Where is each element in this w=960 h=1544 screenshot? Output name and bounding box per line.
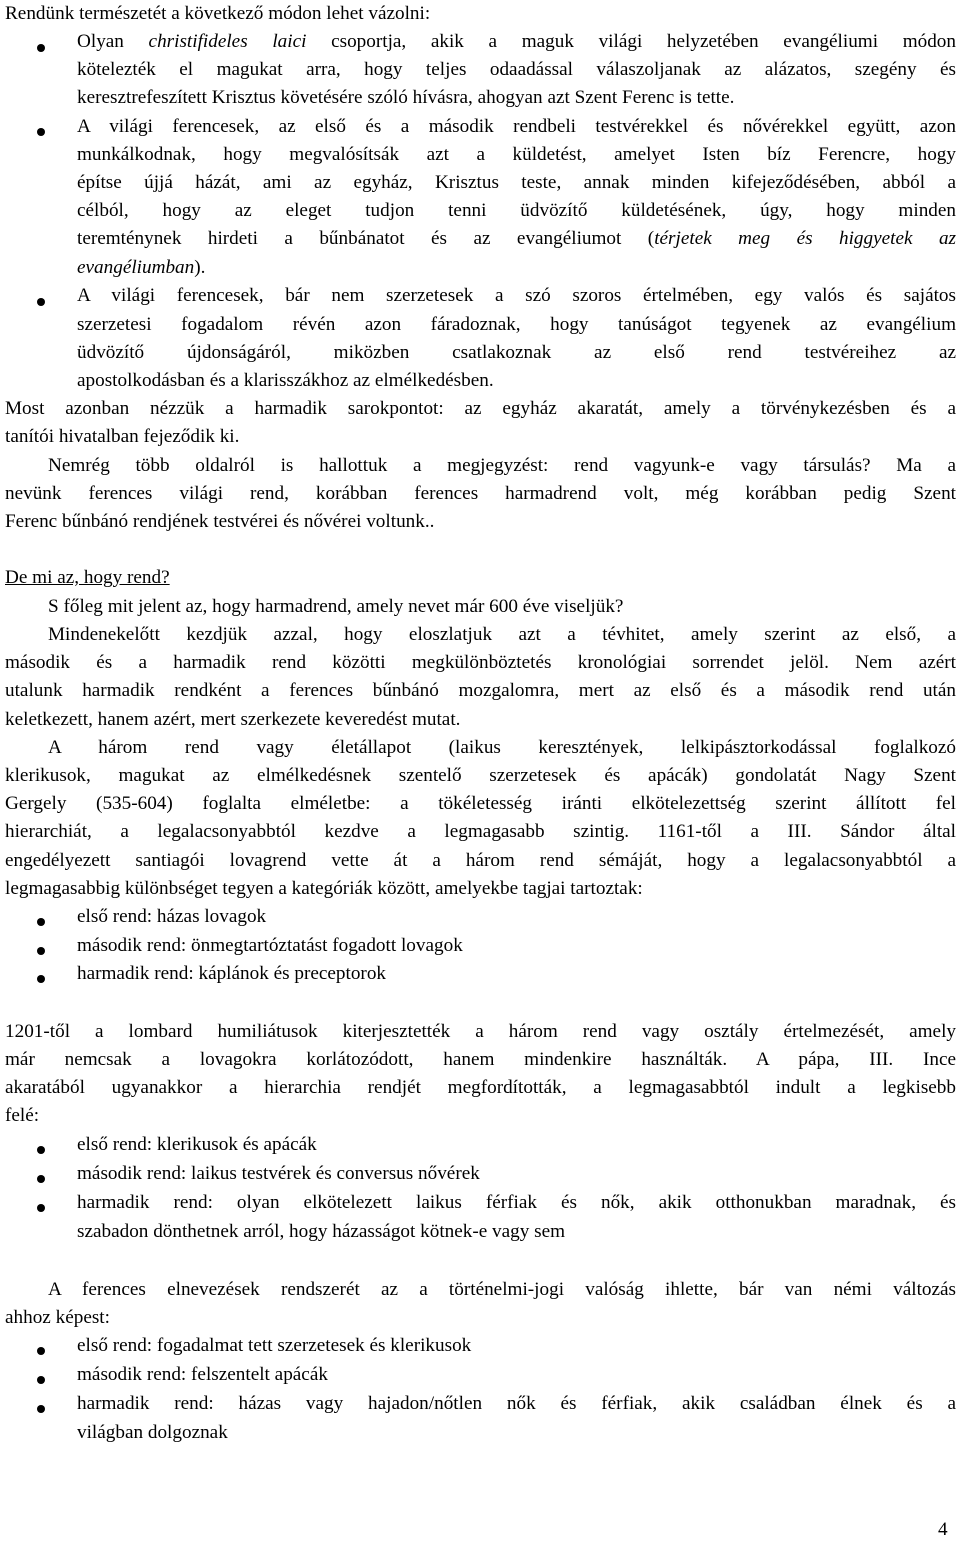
text-line: nevünk ferences világi rend, korábban ferences harmadrend volt, még korábban pedig Szent bbox=[5, 483, 956, 504]
text-line bbox=[77, 254, 956, 282]
text-line: A három rend vagy életállapot (laikus keresztények, lelkipásztorkodással foglalkozó bbox=[48, 737, 956, 758]
text-line: A világi ferencesek, az első és a második rendbeli testvérekkel és nővérekkel együtt, azon bbox=[77, 116, 956, 137]
page-number: 4 bbox=[938, 1519, 948, 1540]
list-item: első rend: fogadalmat tett szerzetesek és klerikusok bbox=[77, 1335, 472, 1356]
text-line: már nemcsak a lovagokra korlátozódott, hanem mindenkire használták. A pápa, III. Ince bbox=[5, 1049, 956, 1070]
text-line: Ferenc bűnbánó rendjének testvérei és nővérei voltunk.. bbox=[5, 511, 435, 532]
text-line bbox=[77, 28, 956, 56]
list-item: első rend: házas lovagok bbox=[77, 906, 267, 927]
text-line: apostolkodásban és a klarisszákhoz az elmélkedésben. bbox=[77, 370, 494, 391]
list-item: második rend: felszentelt apácák bbox=[77, 1364, 328, 1385]
text-line: A világi ferencesek, bár nem szerzetesek a szó szoros értelmében, egy valós és sajátos bbox=[77, 285, 956, 306]
text-line: keletkezett, hanem azért, mert szerkezete keveredést mutat. bbox=[5, 709, 461, 730]
text-line: üdvözítő újdonságáról, miközben csatlakoznak az első rend testvéreihez az bbox=[77, 342, 956, 363]
bullet-icon bbox=[37, 1204, 45, 1212]
text-line: 1201-től a lombard humiliátusok kiterjesztették a három rend vagy osztály értelmezését, amely bbox=[5, 1021, 956, 1042]
list-item-continued: világban dolgoznak bbox=[77, 1422, 228, 1443]
italic-term: christifideles laici bbox=[148, 31, 307, 52]
text-line: Most azonban nézzük a harmadik sarokpontot: az egyház akaratát, amely a törvénykezésben és a bbox=[5, 398, 956, 419]
bullet-icon bbox=[37, 44, 45, 52]
bullet-icon bbox=[37, 975, 45, 983]
list-item: második rend: önmegtartóztatást fogadott lovagok bbox=[77, 935, 463, 956]
text-line: munkálkodnak, hogy megvalósítsák azt a küldetést, amelyet Isten bíz Ferencre, hogy bbox=[77, 144, 956, 165]
text-segment: Olyan bbox=[77, 31, 149, 52]
text-line: célból, hogy az eleget tudjon tenni üdvözítő küldetésének, úgy, hogy minden bbox=[77, 200, 956, 221]
bullet-icon bbox=[37, 947, 45, 955]
text-segment: csoportja, akik a maguk világi helyzetében evangéliumi módon bbox=[306, 31, 956, 52]
bullet-icon bbox=[37, 1376, 45, 1384]
text-line: S főleg mit jelent az, hogy harmadrend, amely nevet már 600 éve viseljük? bbox=[48, 596, 624, 617]
text-line: tanítói hivatalban fejeződik ki. bbox=[5, 426, 240, 447]
text-line: Gergely (535-604) foglalta elméletbe: a tökéletesség iránti elkötelezettség szerint állított fel bbox=[5, 793, 956, 814]
text-line: kötelezték el magukat arra, hogy teljes odaadással válaszoljanak az alázatos, szegény és bbox=[77, 59, 956, 80]
text-line: akaratából ugyanakkor a hierarchia rendjét megfordították, a legmagasabbtól indult a legkisebb bbox=[5, 1077, 956, 1098]
bullet-icon bbox=[37, 298, 45, 306]
list-item: harmadik rend: káplánok és preceptorok bbox=[77, 963, 387, 984]
text-line: legmagasabbig különbséget tegyen a kategóriák között, amelyekbe tagjai tartoztak: bbox=[5, 878, 643, 899]
italic-quote: evangéliumban bbox=[77, 257, 195, 278]
bullet-icon bbox=[37, 1146, 45, 1154]
question-heading bbox=[5, 564, 956, 592]
list-item: harmadik rend: házas vagy hajadon/nőtlen nők és férfiak, akik családban élnek és a bbox=[77, 1393, 956, 1414]
bullet-icon bbox=[37, 918, 45, 926]
list-item: második rend: laikus testvérek és conversus nővérek bbox=[77, 1163, 480, 1184]
list-item-continued: szabadon dönthetnek arról, hogy házasságot kötnek-e vagy sem bbox=[77, 1221, 566, 1242]
text-line: engedélyezett santiagói lovagrend vette át a három rend sémáját, hogy a legalacsonyabbtól a bbox=[5, 850, 956, 871]
bullet-icon bbox=[37, 1175, 45, 1183]
text-line: második és a harmadik rend közötti megkülönböztetés kronológiai sorrendet jelöl. Nem azért bbox=[5, 652, 956, 673]
list-item: harmadik rend: olyan elkötelezett laikus férfiak és nők, akik otthonukban maradnak, és bbox=[77, 1192, 956, 1213]
text-line bbox=[77, 225, 956, 253]
bullet-icon bbox=[37, 1347, 45, 1355]
bullet-icon bbox=[37, 128, 45, 136]
bullet-icon bbox=[37, 1405, 45, 1413]
text-line: utalunk harmadik rendként a ferences bűnbánó mozgalomra, mert az első és a második rend után bbox=[5, 680, 956, 701]
text-line: klerikusok, magukat az elmélkedésnek szentelő szerzetesek és apácák) gondolatát Nagy Szent bbox=[5, 765, 956, 786]
text-segment: ). bbox=[194, 257, 206, 278]
underlined-question: De mi az, hogy rend? bbox=[5, 567, 170, 588]
text-line: A ferences elnevezések rendszerét az a történelmi-jogi valóság ihlette, bár van némi változás bbox=[48, 1279, 956, 1300]
text-line: szerzetesi fogadalom révén azon fáradoznak, hogy tanúságot tegyenek az evangélium bbox=[77, 314, 956, 335]
text-line: felé: bbox=[5, 1105, 40, 1126]
text-segment: teremténynek hirdeti a bűnbánatot és az evangéliumot ( bbox=[77, 228, 655, 249]
text-line: építse újjá házát, ami az egyház, Krisztus teste, annak minden kifejeződésében, abból a bbox=[77, 172, 956, 193]
intro-line: Rendünk természetét a következő módon lehet vázolni: bbox=[5, 3, 431, 24]
list-item: első rend: klerikusok és apácák bbox=[77, 1134, 317, 1155]
text-line: Nemrég több oldalról is hallottuk a megjegyzést: rend vagyunk-e vagy társulás? Ma a bbox=[48, 455, 956, 476]
text-line: ahhoz képest: bbox=[5, 1307, 110, 1328]
text-line: hierarchiát, a legalacsonyabbtól kezdve a legmagasabb szintig. 1161-től a III. Sándor által bbox=[5, 821, 956, 842]
text-line: Mindenekelőtt kezdjük azzal, hogy eloszlatjuk azt a tévhitet, amely szerint az első, a bbox=[48, 624, 956, 645]
text-line: keresztrefeszített Krisztus követésére szóló hívásra, ahogyan azt Szent Ferenc is tette. bbox=[77, 87, 735, 108]
italic-quote: térjetek meg és higgyetek az bbox=[654, 228, 957, 249]
